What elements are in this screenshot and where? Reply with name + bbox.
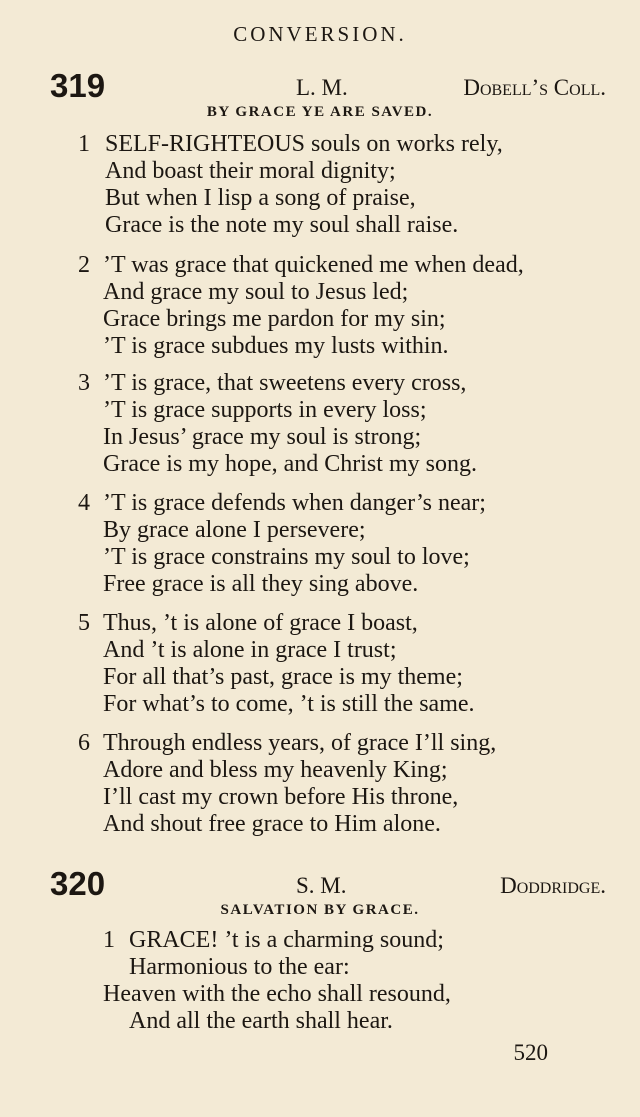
verse-number: 1 bbox=[78, 131, 90, 157]
hymn-subtitle: SALVATION BY GRACE. bbox=[220, 902, 420, 918]
verse-line: Through endless years, of grace I’ll sing, bbox=[103, 730, 497, 756]
hymn-number: 320 bbox=[50, 865, 106, 902]
stanza bbox=[0, 252, 640, 360]
stanza-line bbox=[0, 610, 640, 637]
verse-line: Adore and bless my heavenly King; bbox=[103, 757, 448, 783]
verse-number: 6 bbox=[78, 730, 90, 756]
verse-line: Grace brings me pardon for my sin; bbox=[103, 306, 446, 332]
stanza-line bbox=[0, 691, 640, 718]
verse-line: Free grace is all they sing above. bbox=[103, 571, 419, 597]
stanza-line bbox=[0, 158, 640, 185]
hymn-author: Dobell’s Coll. bbox=[463, 75, 606, 100]
hymn-meter: S. M. bbox=[296, 873, 347, 898]
verse-line: Grace is my hope, and Christ my song. bbox=[103, 451, 477, 477]
verse-line: Harmonious to the ear: bbox=[129, 954, 350, 980]
stanza-line bbox=[0, 517, 640, 544]
stanza bbox=[0, 730, 640, 838]
verse-line: In Jesus’ grace my soul is strong; bbox=[103, 424, 422, 450]
stanza-line bbox=[0, 1008, 640, 1035]
hymn-number: 319 bbox=[50, 67, 106, 104]
verse-line: ’T is grace defends when danger’s near; bbox=[103, 490, 486, 516]
stanza-line bbox=[0, 981, 640, 1008]
verse-number: 2 bbox=[78, 252, 90, 278]
stanza-line bbox=[0, 306, 640, 333]
verse-line: And shout free grace to Him alone. bbox=[103, 811, 441, 837]
stanza-line bbox=[0, 927, 640, 954]
page-heading: CONVERSION. bbox=[233, 22, 407, 46]
stanza-line bbox=[0, 279, 640, 306]
verse-number: 1 bbox=[103, 927, 115, 953]
stanza-line bbox=[0, 544, 640, 571]
stanza-line bbox=[0, 664, 640, 691]
stanza bbox=[0, 131, 640, 239]
stanza-line bbox=[0, 333, 640, 360]
stanza bbox=[0, 370, 640, 478]
hymn-header bbox=[0, 66, 640, 106]
verse-line: ’T is grace supports in every loss; bbox=[103, 397, 427, 423]
stanza-line bbox=[0, 370, 640, 397]
stanza bbox=[0, 490, 640, 598]
verse-line: And boast their moral dignity; bbox=[105, 158, 396, 184]
stanza-line bbox=[0, 212, 640, 239]
stanza-line bbox=[0, 252, 640, 279]
verse-line: For what’s to come, ’t is still the same. bbox=[103, 691, 475, 717]
verse-number: 4 bbox=[78, 490, 90, 516]
stanza-line bbox=[0, 185, 640, 212]
stanza-line bbox=[0, 451, 640, 478]
verse-line: ’T is grace constrains my soul to love; bbox=[103, 544, 470, 570]
hymn-author: Doddridge. bbox=[500, 873, 606, 898]
verse-line: And grace my soul to Jesus led; bbox=[103, 279, 409, 305]
verse-line: Thus, ’t is alone of grace I boast, bbox=[103, 610, 418, 636]
verse-line: ’T was grace that quickened me when dead, bbox=[103, 252, 524, 278]
stanza-line bbox=[0, 490, 640, 517]
stanza-line bbox=[0, 397, 640, 424]
verse-line: SELF-RIGHTEOUS souls on works rely, bbox=[105, 131, 503, 157]
verse-number: 5 bbox=[78, 610, 90, 636]
stanza-line bbox=[0, 637, 640, 664]
stanza-line bbox=[0, 131, 640, 158]
verse-line: And ’t is alone in grace I trust; bbox=[103, 637, 397, 663]
stanza-line bbox=[0, 757, 640, 784]
verse-line: ’T is grace subdues my lusts within. bbox=[103, 333, 449, 359]
stanza-line bbox=[0, 424, 640, 451]
stanza bbox=[0, 610, 640, 718]
verse-line: By grace alone I persevere; bbox=[103, 517, 366, 543]
verse-line: For all that’s past, grace is my theme; bbox=[103, 664, 463, 690]
stanza-line bbox=[0, 784, 640, 811]
hymn-meter: L. M. bbox=[296, 75, 348, 100]
verse-line: I’ll cast my crown before His throne, bbox=[103, 784, 459, 810]
page-number: 520 bbox=[513, 1040, 548, 1065]
verse-line: ’T is grace, that sweetens every cross, bbox=[103, 370, 467, 396]
verse-number: 3 bbox=[78, 370, 90, 396]
verse-line: Heaven with the echo shall resound, bbox=[103, 981, 451, 1007]
hymn-subtitle: BY GRACE YE ARE SAVED. bbox=[206, 104, 434, 120]
verse-line: Grace is the note my soul shall raise. bbox=[105, 212, 459, 238]
hymn-header bbox=[0, 864, 640, 904]
stanza-line bbox=[0, 571, 640, 598]
stanza-line bbox=[0, 730, 640, 757]
verse-line: And all the earth shall hear. bbox=[129, 1008, 393, 1034]
stanza-line bbox=[0, 811, 640, 838]
stanza-line bbox=[0, 954, 640, 981]
stanza bbox=[0, 927, 640, 1035]
verse-line: But when I lisp a song of praise, bbox=[105, 185, 416, 211]
verse-line: GRACE! ’t is a charming sound; bbox=[129, 927, 444, 953]
